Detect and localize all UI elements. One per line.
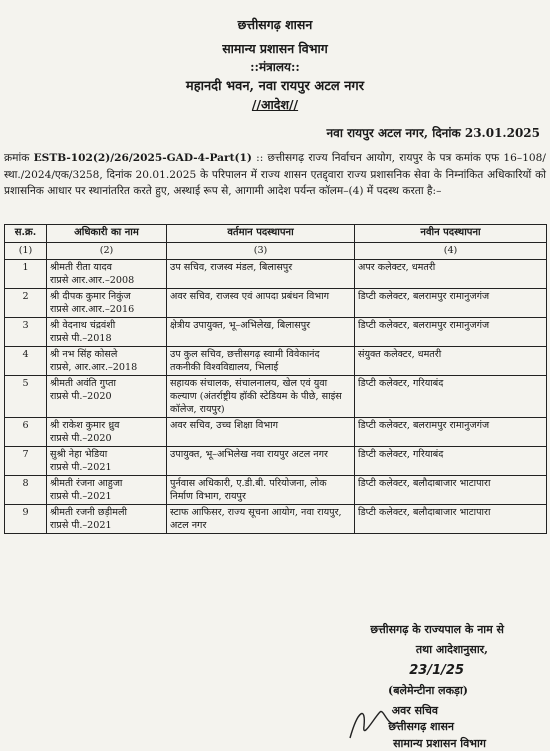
table-row [5, 289, 547, 318]
serial-number: 6 [22, 420, 29, 431]
signature-authority: छत्तीसगढ़ के राज्यपाल के नाम से [370, 623, 504, 636]
signature-scribble [340, 700, 410, 744]
header-current-posting: वर्तमान पदस्थापना [167, 225, 355, 243]
cell-serial [5, 447, 47, 476]
header-officer-name: अधिकारी का नाम [47, 225, 167, 243]
cell-current-posting [167, 505, 355, 534]
header-order-title: //आदेश// [251, 97, 299, 112]
serial-number: 3 [22, 320, 29, 331]
officer-name: श्री दीपक कुमार निकुंज [50, 291, 131, 302]
cell-current-posting [167, 347, 355, 376]
order-paragraph [4, 150, 546, 200]
table-row [5, 447, 547, 476]
officer-name: श्री नभ सिंह कोसले [50, 349, 118, 360]
officer-name: श्रीमती रीता यादव [50, 262, 112, 273]
current-posting: उपायुक्त, भू–अभिलेख नवा रायपुर अटल नगर [170, 449, 328, 460]
cell-new-posting [355, 418, 547, 447]
cell-officer [47, 376, 167, 418]
cell-serial [5, 260, 47, 289]
cell-serial [5, 318, 47, 347]
transfer-table [4, 224, 547, 534]
officer-name: श्रीमती अवंति गुप्ता [50, 378, 116, 389]
officer-service: राप्रसे आर.आर.–2008 [50, 275, 135, 286]
new-posting: डिप्टी कलेक्टर, गरियाबंद [358, 378, 444, 389]
officer-name: सुश्री नेहा भेडिया [50, 449, 108, 460]
column-number: (3) [167, 243, 355, 260]
table-row [5, 376, 547, 418]
header-ministry: ::मंत्रालय:: [250, 60, 300, 74]
new-posting: संयुक्त कलेक्टर, धमतरी [358, 349, 442, 360]
cell-serial [5, 289, 47, 318]
cell-new-posting [355, 347, 547, 376]
cell-serial [5, 505, 47, 534]
order-dateline: नवा रायपुर अटल नगर, दिनांक 23.01.2025 [326, 126, 540, 140]
officer-name: श्री वेदनाथ चंद्रवंशी [50, 320, 116, 331]
table-row [5, 318, 547, 347]
cell-officer [47, 418, 167, 447]
serial-number: 1 [22, 262, 29, 273]
header-new-posting: नवीन पदस्थापना [355, 225, 547, 243]
cell-officer [47, 505, 167, 534]
new-posting: डिप्टी कलेक्टर, बलरामपुर रामानुजगंज [358, 320, 490, 331]
officer-name: श्रीमती रजनी छड़ीमली [50, 507, 127, 518]
table-row [5, 418, 547, 447]
cell-new-posting [355, 260, 547, 289]
new-posting: डिप्टी कलेक्टर, बलरामपुर रामानुजगंज [358, 420, 490, 431]
officer-service: राप्रसे पी.–2021 [50, 491, 112, 502]
cell-current-posting [167, 418, 355, 447]
cell-current-posting [167, 318, 355, 347]
current-posting: सहायक संचालक, संचालनालय, खेल एवं युवा कल्याण (अंतर्राष्ट्रीय हॉकी स्टेडियम के पीछे, साइंस कॉलेज, रायपुर) [170, 378, 342, 415]
cell-serial [5, 376, 47, 418]
cell-serial [5, 347, 47, 376]
cell-serial [5, 418, 47, 447]
cell-new-posting [355, 289, 547, 318]
table-header-row [5, 225, 547, 243]
cell-new-posting [355, 376, 547, 418]
signature-order-note: तथा आदेशानुसार, [415, 643, 488, 656]
officer-service: राप्रसे पी.–2020 [50, 433, 112, 444]
cell-officer [47, 447, 167, 476]
column-number: (1) [5, 243, 47, 260]
officer-service: राप्रसे, आर.आर.–2018 [50, 362, 138, 373]
cell-officer [47, 260, 167, 289]
officer-name: श्रीमती रंजना आहुजा [50, 478, 123, 489]
column-number: (4) [355, 243, 547, 260]
signatory-department: सामान्य प्रशासन विभाग [393, 737, 486, 750]
current-posting: अवर सचिव, राजस्व एवं आपदा प्रबंधन विभाग [170, 291, 330, 302]
serial-number: 8 [22, 478, 29, 489]
cell-officer [47, 476, 167, 505]
serial-number: 9 [22, 507, 29, 518]
header-government: छत्तीसगढ़ शासन [237, 17, 313, 32]
current-posting: उप कुल सचिव, छत्तीसगढ़ स्वामी विवेकानंद तकनीकी विश्वविद्यालय, भिलाई [170, 349, 320, 373]
new-posting: डिप्टी कलेक्टर, गरियाबंद [358, 449, 444, 460]
current-posting: उप सचिव, राजस्व मंडल, बिलासपुर [170, 262, 293, 273]
header-address: महानदी भवन, नवा रायपुर अटल नगर [185, 79, 365, 94]
order-reference: ESTB-102(2)/26/2025-GAD-4-Part(1) [33, 152, 252, 164]
table-row [5, 260, 547, 289]
cell-current-posting [167, 289, 355, 318]
serial-number: 7 [22, 449, 29, 460]
current-posting: स्टाफ आफिसर, राज्य सूचना आयोग, नवा रायपुर, अटल नगर [170, 507, 342, 531]
officer-service: राप्रसे पी.–2018 [50, 333, 112, 344]
signature-handwritten-date: 23/1/25 [409, 663, 464, 678]
column-number-row [5, 243, 547, 260]
header-department: सामान्य प्रशासन विभाग [222, 41, 328, 56]
cell-officer [47, 289, 167, 318]
officer-service: राप्रसे आर.आर.–2016 [50, 304, 135, 315]
officer-service: राप्रसे पी.–2021 [50, 520, 112, 531]
header-serial: स.क्र. [5, 225, 47, 243]
cell-officer [47, 318, 167, 347]
cell-current-posting [167, 447, 355, 476]
table-row [5, 347, 547, 376]
serial-number: 4 [22, 349, 29, 360]
signatory-org: छत्तीसगढ़ शासन [388, 720, 454, 733]
serial-number: 5 [22, 378, 29, 389]
cell-officer [47, 347, 167, 376]
cell-current-posting [167, 260, 355, 289]
cell-current-posting [167, 476, 355, 505]
new-posting: अपर कलेक्टर, धमतरी [358, 262, 436, 273]
new-posting: डिप्टी कलेक्टर, बलरामपुर रामानुजगंज [358, 291, 490, 302]
officer-service: राप्रसे पी.–2020 [50, 391, 112, 402]
current-posting: अवर सचिव, उच्च शिक्षा विभाग [170, 420, 279, 431]
serial-number: 2 [22, 291, 29, 302]
new-posting: डिप्टी कलेक्टर, बलौदाबाजार भाटापारा [358, 507, 491, 518]
cell-serial [5, 476, 47, 505]
signatory-designation: अवर सचिव [391, 704, 438, 717]
cell-new-posting [355, 476, 547, 505]
cell-new-posting [355, 505, 547, 534]
officer-name: श्री राकेश कुमार ध्रुव [50, 420, 120, 431]
officer-service: राप्रसे पी.–2021 [50, 462, 112, 473]
order-prefix: क्रमांक [4, 152, 30, 164]
current-posting: पुर्नवास अधिकारी, ए.डी.बी. परियोजना, लोक निर्माण विभाग, रायपुर [170, 478, 327, 502]
cell-current-posting [167, 376, 355, 418]
current-posting: क्षेत्रीय उपायुक्त, भू–अभिलेख, बिलासपुर [170, 320, 311, 331]
table-row [5, 505, 547, 534]
order-text: :: छत्तीसगढ़ राज्य निर्वाचन आयोग, रायपुर के पत्र कमांक एफ 16–108/स्था./2024/एक/3258, दिनांक 20.01.2025 के परिपालन में राज्य शासन एतद्द्वारा राज्य प्रशासनिक सेवा के निम्नांकित अधिकारियों को प्रशासनिक आधार पर स्थानांतरित करते हुए, अस्थाई रूप से, आगामी आदेश पर्यन्त कॉलम–(4) में पदस्थ करता है:– [4, 152, 546, 197]
new-posting: डिप्टी कलेक्टर, बलौदाबाजार भाटापारा [358, 478, 491, 489]
signatory-name: (बलेमेन्टीना लकड़ा) [388, 684, 468, 697]
cell-new-posting [355, 447, 547, 476]
column-number: (2) [47, 243, 167, 260]
cell-new-posting [355, 318, 547, 347]
table-row [5, 476, 547, 505]
